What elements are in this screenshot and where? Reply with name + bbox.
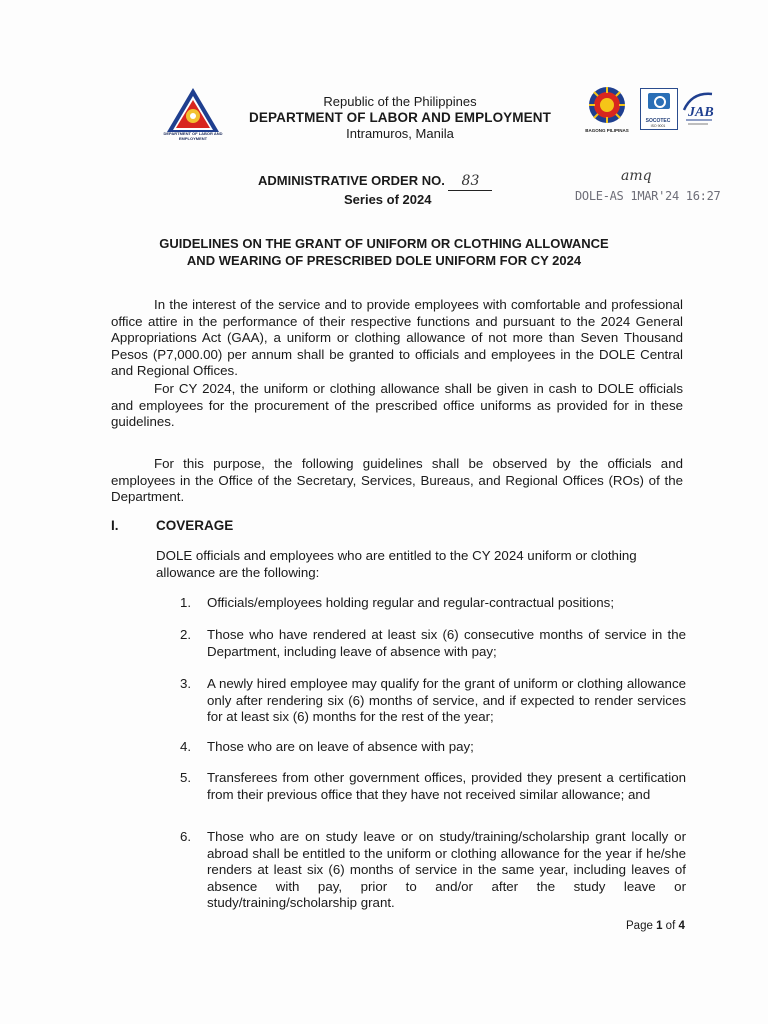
page-number [626, 920, 685, 932]
order-series: Series of 2024 [344, 192, 432, 207]
department-location: Intramuros, Manila [346, 126, 454, 141]
dole-logo-caption: DEPARTMENT OF LABOR AND EMPLOYMENT [163, 131, 223, 141]
list-item [180, 595, 686, 612]
list-item-number: 5. [180, 770, 192, 785]
republic-line: Republic of the Philippines [323, 94, 477, 109]
list-item-text: Those who are on leave of absence with pay; [207, 739, 474, 754]
list-item-number: 2. [180, 627, 192, 642]
list-item-number: 1. [180, 595, 192, 610]
paragraph: For this purpose, the following guidelines shall be observed by the officials and employees in the Office of the Secretary, Services, Bureaus, and Regional Offices (ROs) of the Department. [111, 456, 683, 504]
page-word: Page [626, 920, 653, 932]
order-block [258, 172, 538, 208]
total-pages: 4 [678, 920, 685, 932]
of-word: of [665, 920, 676, 932]
list-item [180, 676, 686, 726]
list-item-text: Those who have rendered at least six (6) consecutive months of service in the Department, including leave of absence with pay; [207, 627, 686, 659]
list-item [180, 829, 686, 912]
list-item-number: 6. [180, 829, 192, 844]
socotec-label: SOCOTEC [645, 118, 671, 124]
list-item [180, 770, 686, 803]
order-number: 83 [448, 173, 492, 191]
order-label: ADMINISTRATIVE ORDER NO. [258, 173, 445, 188]
list-item-text: Transferees from other government offices, provided they present a certification from their previous office that they have not received similar allowance; and [207, 770, 686, 802]
list-item-text: Officials/employees holding regular and regular-contractual positions; [207, 595, 615, 610]
list-item-number: 4. [180, 739, 192, 754]
bagong-pilipinas-caption: BAGONG PILIPINAS [585, 128, 629, 133]
section-heading [111, 518, 233, 533]
list-item-text: A newly hired employee may qualify for the grant of uniform or clothing allowance only after rendering six (6) months of service, and if expected to render services for at least six (6) months for the rest of the year; [207, 676, 686, 724]
title-line-2: AND WEARING OF PRESCRIBED DOLE UNIFORM FOR CY 2024 [186, 253, 582, 268]
document-title [120, 235, 648, 269]
section-number: I. [111, 518, 119, 533]
svg-text:JAB: JAB [688, 105, 714, 120]
receiving-stamp: DOLE-AS 1MAR'24 16:27 [575, 189, 721, 203]
list-item-text: Those who are on study leave or on study/training/scholarship grant locally or abroad shall be entitled to the uniform or clothing allowance for the year if he/she renders at least six (6) months of service in the same year, including leaves of absence with pay, prior to and/or after the study leave or study/training/scholarship grant. [207, 829, 686, 910]
list-item [180, 739, 686, 756]
letterhead [220, 94, 580, 142]
jab-accreditation-logo-icon [680, 88, 716, 130]
paragraph: In the interest of the service and to provide employees with comfortable and professional office attire in the performance of their respective functions and pursuant to the 2024 General Appropriations Act (GAA), a uniform or clothing allowance of not more than Seven Thousand Pesos (P7,000.00) per annum shall be granted to officials and employees in the DOLE Central and Regional Offices. [111, 297, 683, 378]
section-intro: DOLE officials and employees who are entitled to the CY 2024 uniform or clothing allowance are the following: [156, 548, 637, 580]
title-line-1: GUIDELINES ON THE GRANT OF UNIFORM OR CLOTHING ALLOWANCE [159, 236, 609, 251]
department-name: DEPARTMENT OF LABOR AND EMPLOYMENT [249, 110, 551, 125]
list-item-number: 3. [180, 676, 192, 691]
section-title: COVERAGE [156, 518, 234, 533]
current-page: 1 [656, 920, 663, 932]
paragraph: For CY 2024, the uniform or clothing allowance shall be given in cash to DOLE officials and employees for the procurement of the prescribed office uniforms as provided for in these guidelines. [111, 381, 683, 429]
list-item [180, 627, 686, 660]
bagong-pilipinas-logo-icon [585, 85, 629, 131]
receiving-initials: amq [621, 168, 652, 184]
socotec-sublabel: ISO 9001 [650, 124, 666, 128]
